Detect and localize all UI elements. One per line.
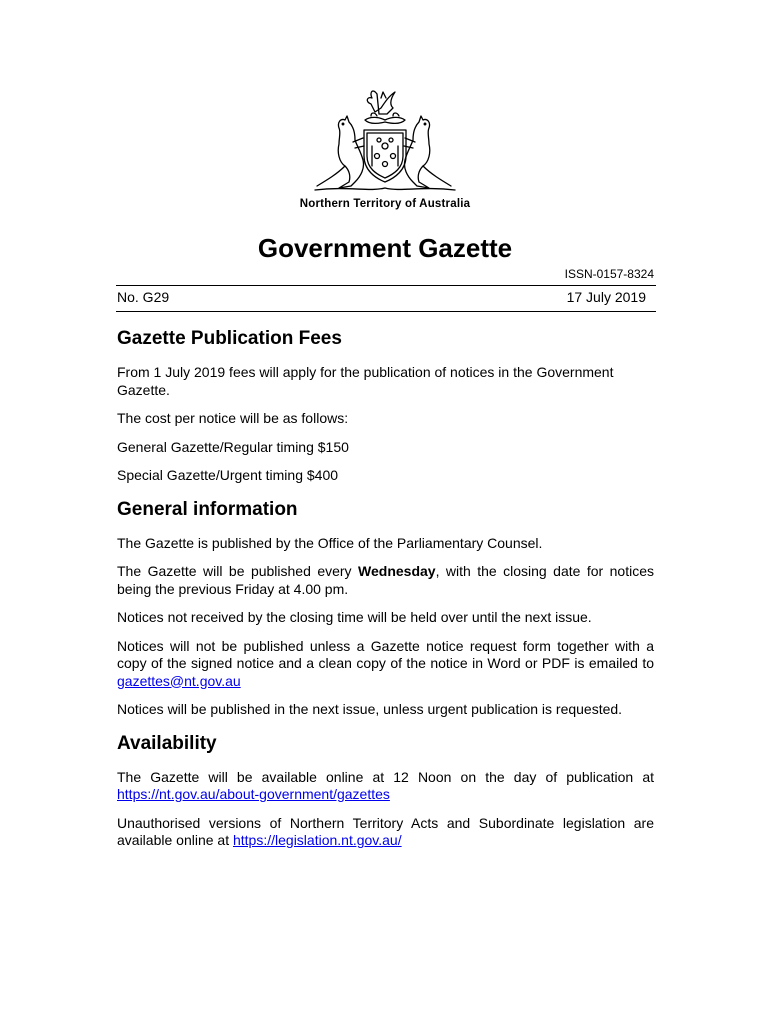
top-divider (116, 285, 656, 286)
fees-paragraph-2: The cost per notice will be as follows: (117, 410, 349, 426)
issue-date: 17 July 2019 (566, 289, 646, 305)
availability-paragraph-1-text: The Gazette will be available online at 12 Noon on the day of publication at (117, 768, 654, 785)
general-paragraph-2 (117, 563, 654, 598)
bottom-divider (116, 311, 656, 312)
section-heading-general: General information (117, 498, 298, 520)
gazette-body (117, 322, 654, 861)
general-paragraph-4 (117, 638, 654, 691)
section-heading-availability: Availability (117, 732, 217, 754)
general-paragraph-2-end: , with the closing date for notices being the previous Friday at 4.00 pm. (117, 563, 654, 597)
fee-special: Special Gazette/Urgent timing $400 (117, 467, 339, 483)
issuing-authority: Northern Territory of Australia (299, 198, 471, 210)
fee-general: General Gazette/Regular timing $150 (117, 438, 349, 455)
general-paragraph-3: Notices not received by the closing time will be held over until the next issue. (117, 609, 592, 625)
publication-day: Wednesday (358, 563, 436, 579)
legislation-link[interactable]: https://legislation.nt.gov.au/ (232, 832, 402, 848)
general-paragraph-1: The Gazette is published by the Office of the Parliamentary Counsel. (117, 534, 543, 551)
availability-paragraph-1 (117, 769, 654, 804)
issn-label: ISSN-0157-8324 (564, 267, 654, 281)
availability-paragraph-2-text: Unauthorised versions of Northern Territory Acts and Subordinate legislation are available online at (117, 814, 654, 848)
email-link[interactable]: gazettes@nt.gov.au (117, 672, 241, 689)
section-heading-fees: Gazette Publication Fees (117, 328, 342, 349)
general-paragraph-5: Notices will be published in the next issue, unless urgent publication is requested. (117, 701, 623, 717)
availability-paragraph-2 (117, 815, 654, 850)
fees-paragraph-1: From 1 July 2019 fees will apply for the publication of notices in the Government Gazette. (117, 364, 614, 398)
general-paragraph-2-start: The Gazette will be published every (117, 563, 359, 579)
issue-number: No. G29 (117, 289, 170, 305)
general-paragraph-4-text: Notices will not be published unless a Gazette notice request form together with a copy of the signed notice and a clean copy of the notice in Word or PDF is emailed to (117, 637, 654, 671)
gazettes-link[interactable]: https://nt.gov.au/about-government/gazettes (117, 786, 390, 802)
page-title: Government Gazette (257, 233, 513, 263)
coat-of-arms-icon (309, 86, 459, 198)
